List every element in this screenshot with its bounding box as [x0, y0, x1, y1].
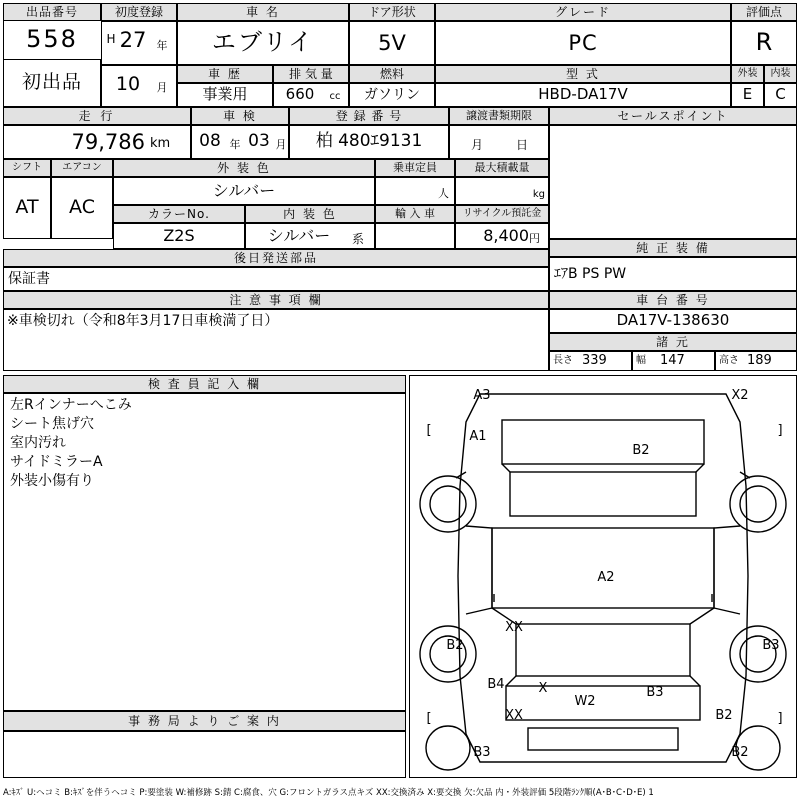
genuine-equip-label: 純 正 装 備 [636, 240, 710, 255]
score-value: R [755, 28, 773, 57]
dimensions-label: 諸 元 [656, 334, 690, 349]
mileage-label: 走 行 [78, 108, 116, 123]
damage-mark: ] [777, 423, 783, 439]
recycle-value: 8,400 [483, 225, 529, 245]
grade-label: グレード [554, 4, 611, 19]
interior-grade-label: 内装 [770, 67, 791, 79]
reg-no-label: 登 録 番 号 [335, 108, 403, 123]
displacement-value: 660 [285, 85, 315, 104]
first-reg-year: 27 [119, 27, 147, 52]
history-value: 事業用 [202, 85, 248, 104]
damage-mark: B3 [473, 745, 491, 761]
width-value: 147 [660, 353, 685, 369]
transfer-cell [449, 125, 549, 159]
damage-mark: [ [426, 711, 432, 727]
chassis-label: 車 台 番 号 [636, 292, 710, 307]
capacity-label: 乗車定員 [393, 161, 437, 175]
damage-mark: XX [505, 708, 523, 724]
fuel-value: ガソリン [364, 86, 420, 103]
later-parts-label: 後日発送部品 [233, 250, 318, 265]
later-parts-value: 保証書 [8, 270, 50, 287]
recycle-unit: 円 [529, 232, 540, 246]
damage-mark: A2 [597, 570, 615, 586]
damage-mark: W2 [574, 694, 596, 710]
transfer-label: 譲渡書類期限 [466, 109, 532, 123]
first-reg-era: H [106, 31, 116, 46]
first-reg-month-unit: 月 [156, 81, 168, 95]
inspector-notes-list [10, 396, 401, 491]
aircon-label: エアコン [62, 161, 102, 173]
color-no-label: カラーNo. [148, 206, 210, 221]
door-value: 5V [378, 30, 406, 55]
exterior-color-label: 外 装 色 [217, 160, 271, 175]
genuine-equip-value: ｴｱB PS PW [554, 265, 627, 282]
inspector-note-line: 外装小傷有り [10, 473, 94, 489]
damage-mark: X [538, 681, 548, 697]
damage-mark: B3 [646, 685, 664, 701]
damage-mark: X2 [731, 388, 749, 404]
lot-no-label: 出品番号 [25, 4, 78, 19]
import-label: 輸 入 車 [395, 207, 435, 221]
inspector-cell [3, 393, 406, 711]
notes-value: ※車検切れ（令和8年3月17日車検満了日） [7, 312, 279, 329]
reg-no-value: 柏 480ｴ9131 [315, 131, 423, 152]
shift-label: シフト [12, 161, 42, 173]
damage-mark: B4 [487, 677, 505, 693]
damage-mark: A3 [473, 388, 491, 404]
chassis-value: DA17V-138630 [616, 311, 730, 330]
exterior-color-value: シルバー [212, 180, 276, 200]
sales-point-label: セールスポイント [617, 108, 729, 123]
damage-mark: A1 [469, 429, 487, 445]
damage-mark: B2 [446, 638, 464, 654]
shaken-month: 03 [248, 131, 270, 152]
damage-mark: B3 [762, 638, 780, 654]
grade-value: PC [568, 30, 598, 55]
damage-mark: B2 [632, 443, 650, 459]
max-load-label: 最大積載量 [474, 161, 530, 175]
model-code-label: 型 式 [566, 66, 600, 81]
inspector-note-line: 左Rインナーへこみ [10, 397, 132, 413]
shaken-year-unit: 年 [229, 138, 241, 152]
exterior-grade-label: 外装 [737, 67, 758, 79]
shaken-year: 08 [199, 131, 221, 152]
inspector-note-line: 室内汚れ [10, 435, 66, 451]
displacement-unit: cc [329, 90, 341, 102]
inspector-note-line: シート焦げ穴 [10, 416, 94, 432]
damage-mark: B2 [715, 708, 733, 724]
import-cell [375, 223, 455, 249]
transfer-day-unit: 日 [515, 137, 528, 152]
interior-color-label: 内 装 色 [283, 206, 337, 221]
interior-color-value: シルバー [267, 225, 331, 245]
mileage-value: 79,786 [71, 129, 145, 154]
length-label: 長さ [553, 354, 573, 366]
inspector-note-line: サイドミラーA [10, 454, 103, 470]
fuel-label: 燃料 [379, 66, 404, 81]
length-value: 339 [582, 353, 607, 369]
office-label: 事 務 局 よ り ご 案 内 [128, 713, 281, 728]
width-label: 幅 [636, 354, 646, 366]
shaken-label: 車 検 [223, 108, 257, 123]
color-no-value: Z2S [163, 225, 195, 245]
aircon-value: AC [69, 196, 95, 219]
damage-mark: [ [426, 423, 432, 439]
max-load-unit: kg [532, 188, 545, 200]
interior-color-suffix: 系 [352, 231, 365, 246]
history-label: 車 歴 [208, 66, 242, 81]
damage-mark: XX [505, 620, 523, 636]
shift-value: AT [15, 196, 39, 219]
sales-point-cell [549, 125, 797, 239]
mileage-unit: km [150, 136, 171, 152]
first-reg-month: 10 [115, 73, 141, 96]
first-reg-label: 初度登録 [114, 4, 163, 19]
office-cell [3, 731, 406, 778]
capacity-unit: 人 [438, 187, 449, 201]
height-label: 高さ [719, 354, 739, 366]
shaken-month-unit: 月 [275, 138, 287, 152]
damage-mark: B2 [731, 745, 749, 761]
damage-mark: ] [777, 711, 783, 727]
legend-text: A:ｷｽﾞ U:ヘコミ B:ｷｽﾞを伴うヘコミ P:要塗装 W:補修跡 S:錆 C:腐食、穴 G:フロントガラス点キズ XX:交換済み X:要交換 欠:欠品 内・外装評価 5段階ﾗﾝｸ順(A･B･C･D･E) 1 [3, 788, 654, 798]
door-label: ドア形状 [368, 4, 416, 19]
car-name-label: 車 名 [246, 4, 280, 19]
displacement-label: 排 気 量 [289, 66, 333, 81]
first-exhibit-label: 初出品 [21, 71, 82, 94]
car-damage-diagram [409, 375, 797, 778]
model-code-value: HBD-DA17V [538, 85, 628, 104]
recycle-label: リサイクル預託金 [462, 207, 542, 219]
transfer-month-unit: 月 [470, 137, 483, 152]
lot-no-value: 558 [26, 25, 78, 54]
score-label: 評価点 [745, 4, 782, 19]
height-value: 189 [747, 353, 772, 369]
inspector-label: 検 査 員 記 入 欄 [147, 376, 262, 391]
notes-label: 注 意 事 項 欄 [229, 292, 323, 307]
exterior-grade-value: E [742, 85, 753, 104]
interior-grade-value: C [775, 85, 786, 104]
car-name-value: エブリイ [211, 28, 315, 57]
first-reg-year-unit: 年 [156, 39, 168, 53]
